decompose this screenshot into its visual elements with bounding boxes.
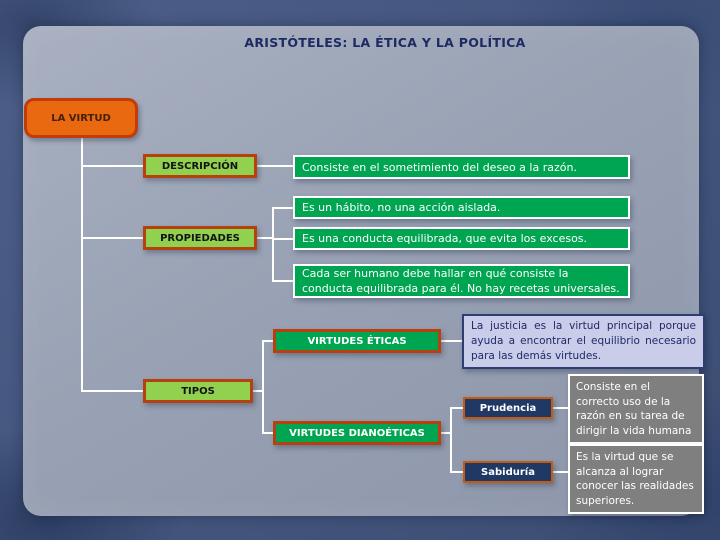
connector-propiedades-detail1 [272,207,293,209]
detail-prudencia [568,374,704,444]
node-la-virtud-label: LA VIRTUD [51,112,111,124]
node-virtudes-eticas [273,329,441,353]
connector-sabiduria-detail [553,471,568,473]
node-sabiduria [463,461,553,483]
detail-propiedades-1 [293,196,630,219]
node-la-virtud [24,98,138,138]
connector-tipos-dianoeticas [262,432,273,434]
node-tipos-label: TIPOS [181,385,215,397]
detail-propiedades-3-text: Cada ser humano debe hallar en qué consiste la conducta equilibrada para él. No hay recetas universales. [302,267,620,295]
connector-propiedades-detail3 [272,280,293,282]
detail-descripcion [293,155,630,179]
node-descripcion [143,154,257,178]
node-virtudes-dianoeticas-label: VIRTUDES DIANOÉTICAS [289,427,425,439]
detail-virtudes-eticas-text: La justicia es la virtud principal porque ayuda a encontrar el equilibrio necesario para las demás virtudes. [471,320,696,362]
node-propiedades-label: PROPIEDADES [160,232,240,244]
node-sabiduria-label: Sabiduría [481,466,535,478]
slide-title: ARISTÓTELES: LA ÉTICA Y LA POLÍTICA [244,35,526,50]
detail-sabiduria [568,444,704,514]
node-propiedades [143,226,257,250]
node-virtudes-dianoeticas [273,421,441,445]
connector-dianoeticas-prudencia [450,407,463,409]
detail-propiedades-1-text: Es un hábito, no una acción aislada. [302,201,501,214]
node-tipos [143,379,253,403]
node-virtudes-eticas-label: VIRTUDES ÉTICAS [307,335,407,347]
detail-sabiduria-text: Es la virtud que se alcanza al lograr conocer las realidades superiores. [576,451,694,507]
connector-descripcion-detail [257,165,293,167]
detail-descripcion-text: Consiste en el sometimiento del deseo a la razón. [302,160,577,174]
detail-propiedades-2-text: Es una conducta equilibrada, que evita los excesos. [302,232,588,245]
connector-tipos-eticas [262,340,273,342]
connector-root-descripcion [82,165,143,167]
connector-propiedades-detail2 [272,238,293,240]
node-descripcion-label: DESCRIPCIÓN [161,160,239,172]
node-prudencia-label: Prudencia [479,402,537,414]
connector-root-propiedades [82,237,143,239]
detail-propiedades-2 [293,227,630,250]
connector-root-vertical [81,138,83,392]
connector-root-tipos [82,390,143,392]
connector-dianoeticas-sabiduria [450,471,463,473]
detail-propiedades-3 [293,264,630,298]
connector-propiedades-vertical [272,207,274,282]
node-prudencia [463,397,553,419]
detail-virtudes-eticas [462,314,705,369]
connector-prudencia-detail [553,407,568,409]
connector-eticas-detail [441,340,462,342]
connector-dianoeticas-vertical [450,407,452,473]
connector-tipos-vertical [262,340,264,434]
detail-prudencia-text: Consiste en el correcto uso de la razón en su tarea de dirigir la vida humana [576,381,692,437]
